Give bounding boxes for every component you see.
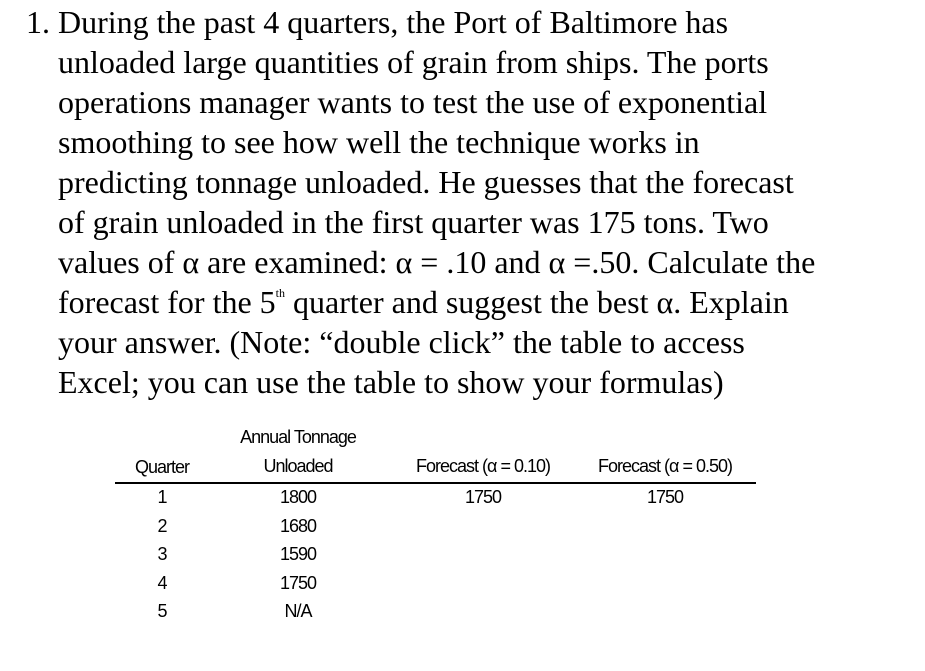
cell-forecast-050: 1750 bbox=[646, 487, 684, 507]
header-forecast-010: Forecast (α = 0.10) bbox=[416, 456, 550, 476]
question-line: values of α are examined: α = .10 and α =.50. Calculate the bbox=[58, 244, 816, 280]
cell-tonnage: 1680 bbox=[279, 516, 317, 536]
cell-tonnage: 1750 bbox=[279, 573, 317, 593]
question-line: smoothing to see how well the technique works in bbox=[58, 124, 700, 160]
header-tonnage-line1: Annual Tonnage bbox=[240, 427, 356, 447]
cell-quarter: 5 bbox=[157, 601, 167, 621]
cell-quarter: 2 bbox=[157, 516, 167, 536]
cell-quarter: 4 bbox=[157, 573, 167, 593]
superscript-th: th bbox=[275, 286, 286, 300]
question-line: of grain unloaded in the first quarter was 175 tons. Two bbox=[58, 204, 769, 240]
cell-quarter: 3 bbox=[157, 544, 167, 564]
question-number: 1. bbox=[26, 4, 50, 40]
header-rule bbox=[115, 482, 756, 484]
question-line: Excel; you can use the table to show your formulas) bbox=[58, 364, 724, 400]
question-line: operations manager wants to test the use of exponential bbox=[58, 84, 768, 120]
header-quarter: Quarter bbox=[134, 457, 190, 477]
cell-tonnage: 1590 bbox=[279, 544, 317, 564]
header-tonnage-line2: Unloaded bbox=[263, 456, 333, 476]
question-line-text: quarter and suggest the best α. Explain bbox=[285, 284, 789, 320]
question-line-text: forecast for the 5 bbox=[58, 284, 276, 320]
header-forecast-050: Forecast (α = 0.50) bbox=[598, 456, 732, 476]
question-line: predicting tonnage unloaded. He guesses that the forecast bbox=[58, 164, 794, 200]
question-line: unloaded large quantities of grain from ships. The ports bbox=[58, 44, 769, 80]
cell-quarter: 1 bbox=[157, 487, 167, 507]
question-line: During the past 4 quarters, the Port of Baltimore has bbox=[58, 4, 729, 40]
cell-tonnage: N/A bbox=[284, 601, 312, 621]
question-line: your answer. (Note: “double click” the table to access bbox=[58, 324, 745, 360]
cell-forecast-010: 1750 bbox=[464, 487, 502, 507]
cell-tonnage: 1800 bbox=[279, 487, 317, 507]
